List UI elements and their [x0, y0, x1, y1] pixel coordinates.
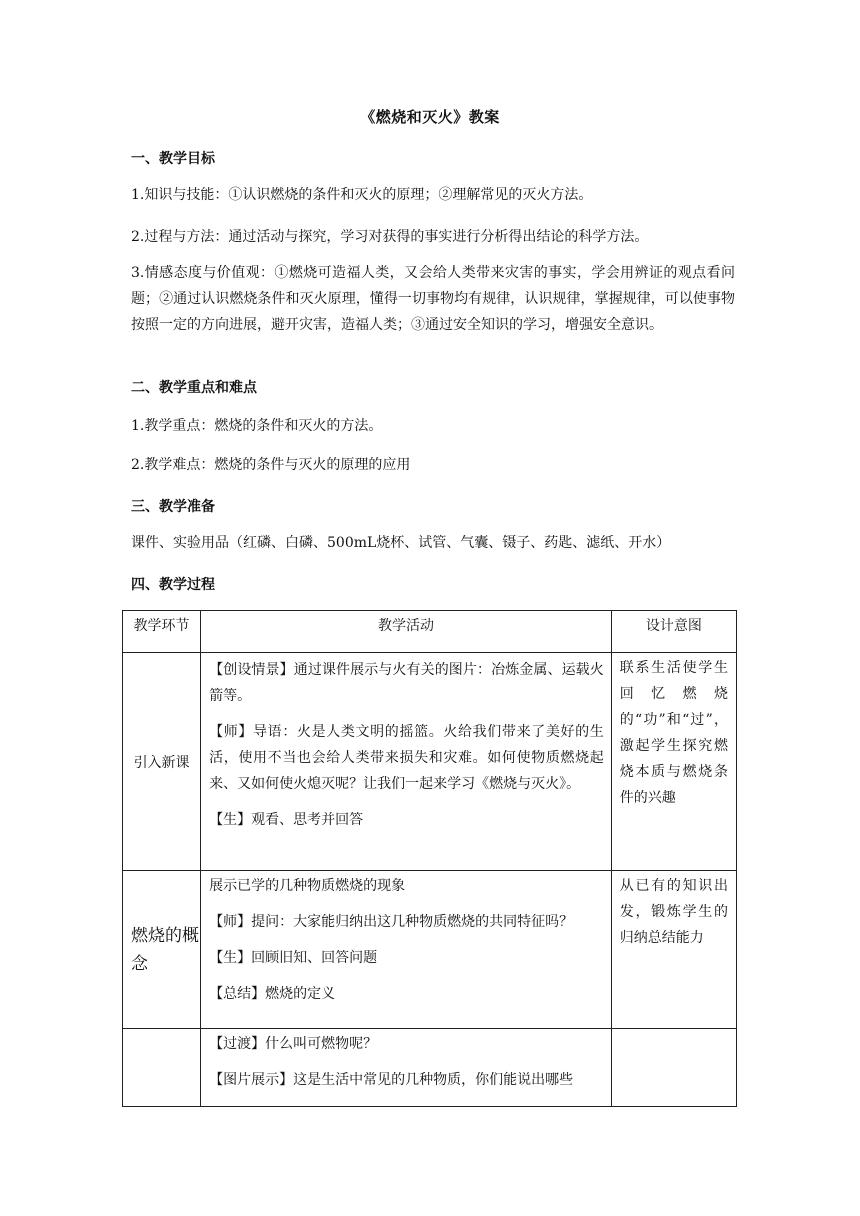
header-stage: 教学环节 — [123, 611, 201, 653]
intent-cell: 联系生活使学生回忆燃烧的“功”和“过”，激起学生探究燃烧本质与燃烧条件的兴趣 — [611, 653, 736, 871]
activity-line: 【生】观看、思考并回答 — [209, 812, 364, 828]
header-activities: 教学活动 — [201, 611, 612, 653]
goal-item-3: 3.情感态度与价值观：①燃烧可造福人类，又会给人类带来灾害的事实，学会用辨证的观点看问题；②通过认识燃烧条件和灭火原理，懂得一切事物均有规律，认识规律，掌握规律，可以使事物按照一定的方向进展，避开灾害，造福人类；③通过安全知识的学习，增强安全意识。 — [131, 265, 735, 333]
stage-cell — [123, 1029, 201, 1107]
section-heading-key-points: 二、教学重点和难点 — [131, 380, 257, 396]
activity-line: 【总结】燃烧的定义 — [209, 986, 336, 1002]
preparation-text: 课件、实验用品（红磷、白磷、500mL烧杯、试管、气囊、镊子、药匙、滤纸、开水） — [131, 535, 671, 551]
teaching-process-table — [122, 610, 737, 1107]
table-header-row — [123, 611, 737, 653]
intent-cell — [611, 1029, 736, 1107]
goal-item-1: 1.知识与技能：①认识燃烧的条件和灭火的原理；②理解常见的灭火方法。 — [131, 187, 593, 203]
section-heading-goals: 一、教学目标 — [131, 151, 215, 167]
stage-cell: 燃烧的概念 — [123, 871, 201, 1029]
header-intent: 设计意图 — [611, 611, 736, 653]
activities-cell — [201, 871, 612, 1029]
goal-item-2: 2.过程与方法：通过活动与探究，学习对获得的事实进行分析得出结论的科学方法。 — [131, 229, 649, 245]
activities-cell — [201, 653, 612, 871]
activity-line: 【生】回顾旧知、回答问题 — [209, 950, 378, 966]
intent-cell: 从已有的知识出发，锻炼学生的归纳总结能力 — [611, 871, 736, 1029]
activities-cell — [201, 1029, 612, 1107]
section-heading-preparation: 三、教学准备 — [131, 499, 215, 515]
activity-line: 【过渡】什么叫可燃物呢？ — [209, 1036, 378, 1052]
table-row — [123, 1029, 737, 1107]
key-point-1: 1.教学重点：燃烧的条件和灭火的方法。 — [131, 418, 383, 434]
stage-cell: 引入新课 — [123, 653, 201, 871]
table-row — [123, 871, 737, 1029]
activity-line: 【师】提问：大家能归纳出这几种物质燃烧的共同特征吗？ — [209, 914, 574, 930]
section-heading-process: 四、教学过程 — [131, 577, 215, 593]
document-title: 《燃烧和灭火》教案 — [360, 108, 500, 126]
activity-line: 【图片展示】这是生活中常见的几种物质，你们能说出哪些 — [209, 1072, 574, 1088]
activity-line: 【创设情景】通过课件展示与火有关的图片：冶炼金属、运载火箭等。 — [209, 662, 604, 704]
key-point-2: 2.教学难点：燃烧的条件与灭火的原理的应用 — [131, 457, 411, 473]
activity-line: 【师】导语：火是人类文明的摇篮。火给我们带来了美好的生活，使用不当也会给人类带来损失和灾难。如何使物质燃烧起来、又如何使火熄灭呢？让我们一起来学习《燃烧与灭火》。 — [209, 724, 604, 792]
table-row — [123, 653, 737, 871]
activity-line: 展示已学的几种物质燃烧的现象 — [209, 878, 406, 894]
